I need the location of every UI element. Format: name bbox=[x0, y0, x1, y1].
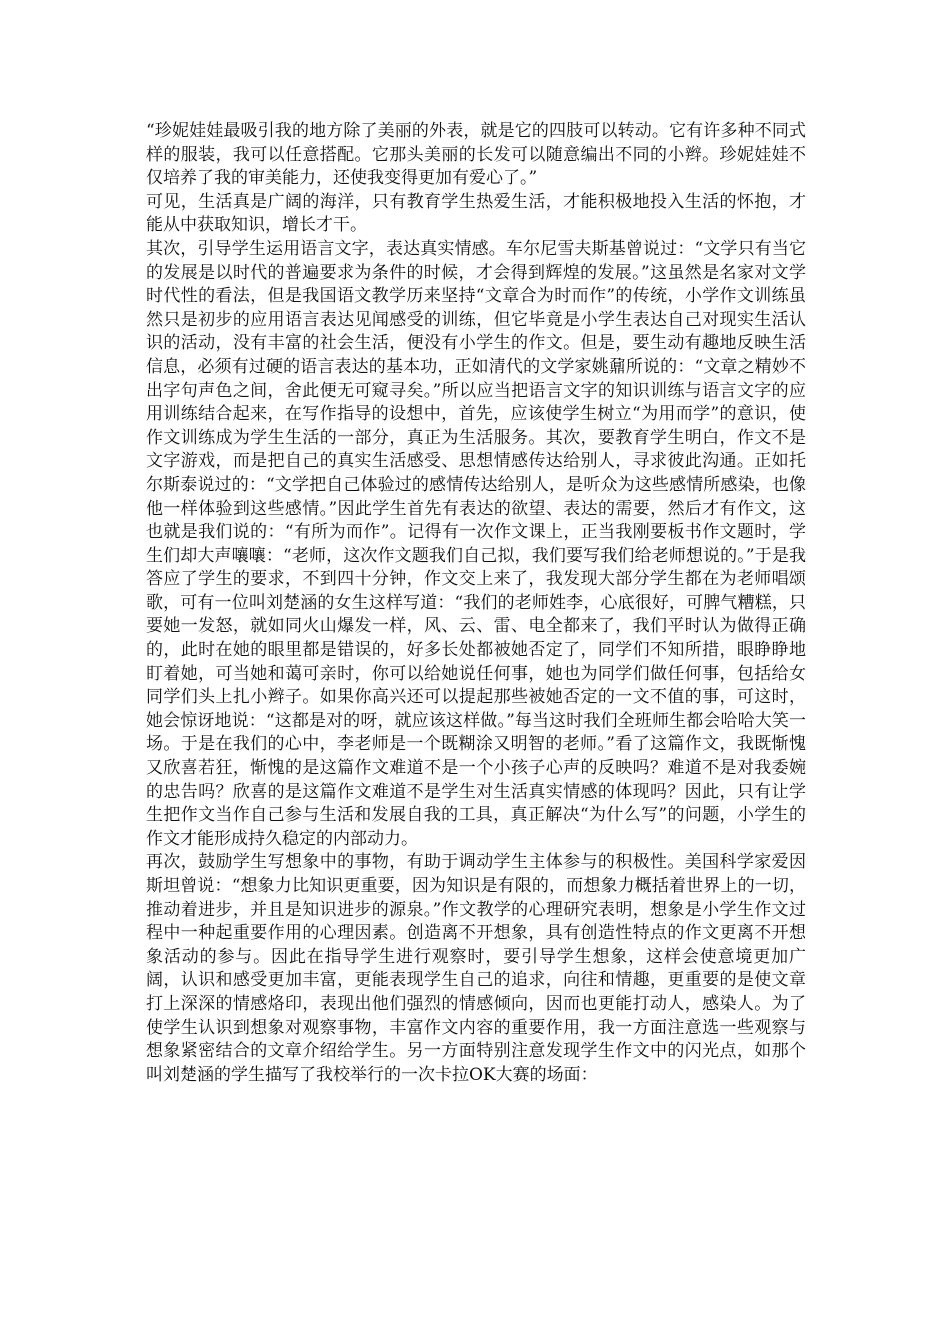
paragraph-life-ocean: 可见，生活真是广阔的海洋，只有教育学生热爱生活，才能积极地投入生活的怀抱，才能从中获取知识，增长才干。 bbox=[146, 191, 806, 236]
paragraph-doll-quote: “珍妮娃娃最吸引我的地方除了美丽的外表，就是它的四肢可以转动。它有许多种不同式样的服装，我可以任意搭配。它那头美丽的长发可以随意编出不同的小辫。珍妮娃娃不仅培养了我的审美能力，还使我变得更加有爱心了。” bbox=[146, 121, 806, 189]
paragraph-imagination: 再次，鼓励学生写想象中的事物，有助于调动学生主体参与的积极性。美国科学家爱因斯坦曾说：“想象力比知识更重要，因为知识是有限的，而想象力概括着世界上的一切，推动着进步，并且是知识进步的源泉。”作文教学的心理研究表明，想象是小学生作文过程中一种起重要作用的心理因素。创造离不开想象，具有创造性特点的作文更离不开想象活动的参与。因此在指导学生进行观察时，要引导学生想象，这样会使意境更加广阔，认识和感受更加丰富，更能表现学生自己的追求，向往和情趣，更重要的是使文章打上深深的情感烙印，表现出他们强烈的情感倾向，因而也更能打动人，感染人。为了使学生认识到想象对观察事物，丰富作文内容的重要作用，我一方面注意选一些观察与想象紧密结合的文章介绍给学生。另一方面特别注意发现学生作文中的闪光点，如那个叫刘楚涵的学生描写了我校举行的一次卡拉OK大赛的场面： bbox=[146, 852, 806, 1085]
document-page bbox=[146, 120, 806, 1087]
paragraph-language-expression: 其次，引导学生运用语言文字，表达真实情感。车尔尼雪夫斯基曾说过：“文学只有当它的发展是以时代的普遍要求为条件的时候，才会得到辉煌的发展。”这虽然是名家对文学时代性的看法，但是我国语文教学历来坚持“文章合为时而作”的传统，小学作文训练虽然只是初步的应用语言表达见闻感受的训练，但它毕竟是小学生表达自己对现实生活认识的活动，没有丰富的社会生活，便没有小学生的作文。但是，要生动有趣地反映生活信息，必须有过硬的语言表达的基本功，正如清代的文学家姚鼐所说的：“文章之精妙不出字句声色之间，舍此便无可窥寻矣。”所以应当把语言文字的知识训练与语言文字的应用训练结合起来，在写作指导的设想中，首先，应该使学生树立“为用而学”的意识，使作文训练成为学生生活的一部分，真正为生活服务。其次，要教育学生明白，作文不是文字游戏，而是把自己的真实生活感受、思想情感传达给别人，寻求彼此沟通。正如托尔斯泰说过的：“文学把自己体验过的感情传达给别人，是听众为这些感情所感染，也像他一样体验到这些感情。”因此学生首先有表达的欲望、表达的需要，然后才有作文，这也就是我们说的：“有所为而作”。记得有一次作文课上，正当我刚要板书作文题时，学生们却大声嚷嚷：“老师，这次作文题我们自己拟，我们要写我们给老师想说的。”于是我答应了学生的要求，不到四十分钟，作文交上来了，我发现大部分学生都在为老师唱颂歌，可有一位叫刘楚涵的女生这样写道：“我们的老师姓李，心底很好，可脾气糟糕，只要她一发怒，就如同火山爆发一样，风、云、雷、电全都来了，我们平时认为做得正确的，此时在她的眼里都是错误的，好多长处都被她否定了，同学们不知所措，眼睁睁地盯着她，可当她和蔼可亲时，你可以给她说任何事，她也为同学们做任何事，包括给女同学们头上扎小辫子。如果你高兴还可以提起那些被她否定的一文不值的事，可这时，她会惊讶地说：“这都是对的呀，就应该这样做。”每当这时我们全班师生都会哈哈大笑一场。于是在我们的心中，李老师是一个既糊涂又明智的老师。”看了这篇作文，我既惭愧又欣喜若狂，惭愧的是这篇作文难道不是一个小孩子心声的反映吗？难道不是对我委婉的忠告吗？欣喜的是这篇作文难道不是学生对生活真实情感的体现吗？因此，只有让学生把作文当作自己参与生活和发展自我的工具，真正解决“为什么写”的问题，小学生的作文才能形成持久稳定的内部动力。 bbox=[146, 238, 806, 849]
